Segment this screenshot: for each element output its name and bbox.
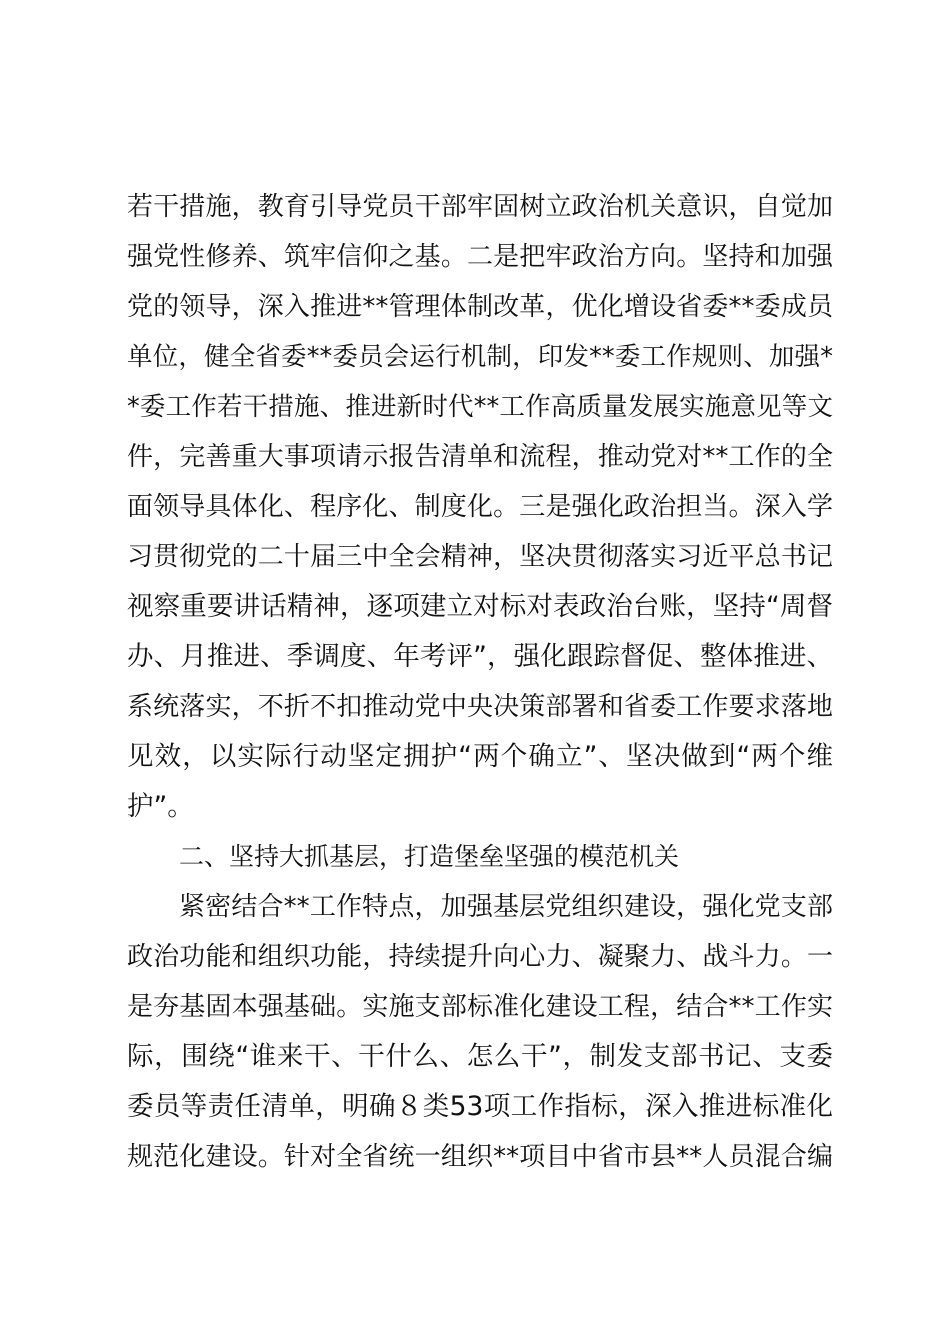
- body-text-line: 件，完善重大事项请示报告清单和流程，推动党对**工作的全: [127, 442, 833, 472]
- body-text-line: *委工作若干措施、推进新时代**工作高质量发展实施意见等文: [127, 392, 833, 422]
- body-text-line: 视察重要讲话精神，逐项建立对标对表政治台账，坚持“周督: [127, 591, 833, 622]
- body-text-line: 若干措施，教育引导党员干部牢固树立政治机关意识，自觉加: [127, 192, 833, 222]
- body-text-line: 面领导具体化、程序化、制度化。三是强化政治担当。深入学: [127, 492, 833, 522]
- body-text-line: 见效，以实际行动坚定拥护“两个确立”、坚决做到“两个维: [127, 741, 833, 772]
- section-heading: 二、坚持大抓基层，打造堡垒坚强的模范机关: [179, 842, 680, 871]
- body-text-line: 习贯彻党的二十届三中全会精神，坚决贯彻落实习近平总书记: [127, 542, 833, 572]
- body-text-line: 委员等责任清单，明确８类53项工作指标，深入推进标准化: [127, 1091, 833, 1122]
- body-text-line: 规范化建设。针对全省统一组织**项目中省市县**人员混合编: [127, 1142, 833, 1172]
- body-text-line: 系统落实，不折不扣推动党中央决策部署和省委工作要求落地: [127, 692, 833, 722]
- body-text-line: 政治功能和组织功能，持续提升向心力、凝聚力、战斗力。一: [127, 942, 833, 972]
- body-text-line: 强党性修养、筑牢信仰之基。二是把牢政治方向。坚持和加强: [127, 242, 833, 272]
- body-text-line: 办、月推进、季调度、年考评”，强化跟踪督促、整体推进、: [127, 641, 833, 672]
- body-text-line: 护”。: [127, 791, 194, 822]
- paragraph-first-line: 紧密结合**工作特点，加强基层党组织建设，强化党支部: [179, 892, 833, 922]
- body-text-line: 单位，健全省委**委员会运行机制，印发**委工作规则、加强*: [127, 342, 833, 372]
- body-text-line: 党的领导，深入推进**管理体制改革，优化增设省委**委成员: [127, 292, 833, 322]
- body-text-line: 是夯基固本强基础。实施支部标准化建设工程，结合**工作实: [127, 992, 833, 1022]
- body-text-line: 际，围绕“谁来干、干什么、怎么干”，制发支部书记、支委: [127, 1041, 833, 1072]
